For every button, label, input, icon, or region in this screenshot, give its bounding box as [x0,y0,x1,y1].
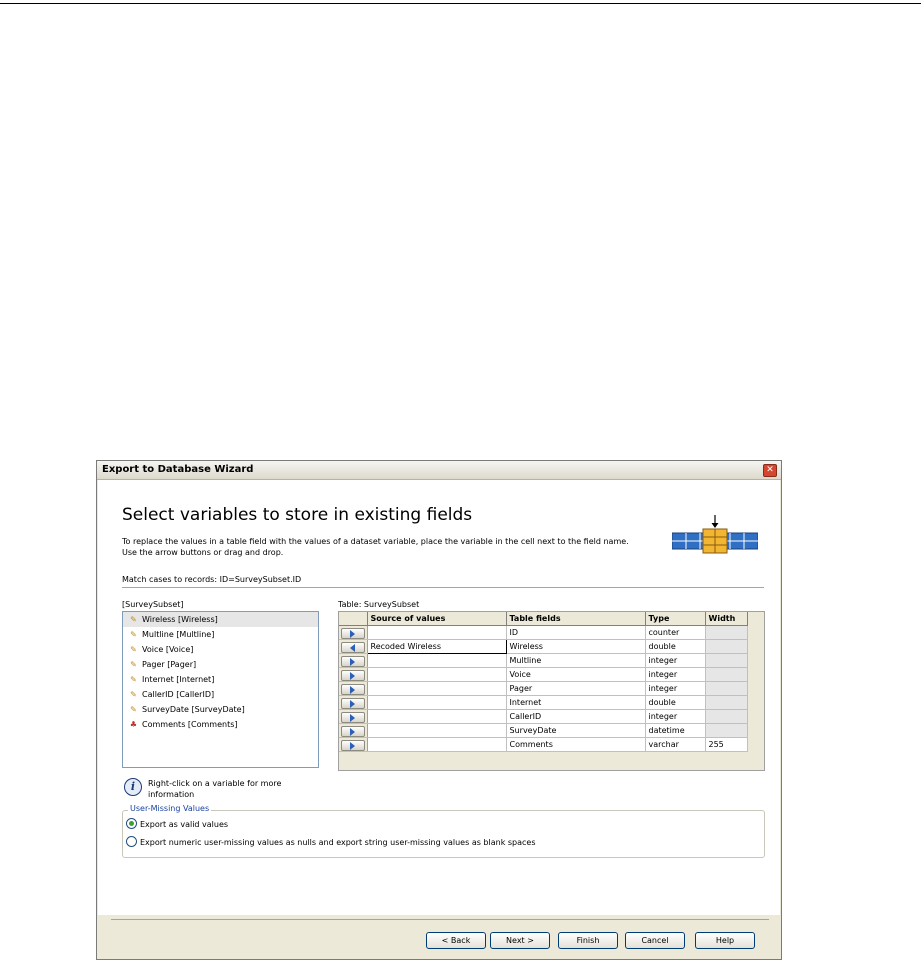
move-right-button[interactable] [341,684,365,695]
width-cell [705,724,747,738]
header-width[interactable]: Width [705,612,747,626]
type-cell: integer [645,668,705,682]
arrow-right-icon [350,630,355,638]
field-cell: Comments [506,738,645,752]
radio-unchecked-icon[interactable] [126,836,137,847]
page-heading: Select variables to store in existing fields [122,505,473,525]
wizard-content [98,480,780,915]
move-right-button[interactable] [341,740,365,751]
variable-item-pager[interactable] [123,657,318,672]
variable-list[interactable] [122,611,319,768]
field-cell: Pager [506,682,645,696]
radio-checked-icon[interactable] [126,818,137,829]
move-right-button[interactable] [341,712,365,723]
header-arrow-col [339,612,367,626]
scale-ruler-icon: ✎ [130,615,137,624]
scale-ruler-icon: ✎ [130,630,137,639]
move-left-button[interactable] [341,642,365,653]
database-table-icon [672,515,758,555]
move-right-button[interactable] [341,628,365,639]
arrow-left-icon [350,644,355,652]
table-row [339,682,747,696]
info-text: Right-click on a variable for more information [148,779,282,799]
width-cell [705,668,747,682]
type-cell: integer [645,654,705,668]
table-row [339,738,747,752]
field-cell: Multline [506,654,645,668]
arrow-right-icon [350,686,355,694]
arrow-right-icon [350,658,355,666]
finish-button[interactable]: Finish [558,932,618,949]
close-icon: ✕ [766,465,774,475]
footer-separator [111,919,769,920]
table-row [339,696,747,710]
export-wizard-dialog [96,460,782,960]
variable-label: Multline [Multline] [142,630,215,639]
info-hint [122,777,322,801]
scale-ruler-icon: ✎ [130,645,137,654]
source-cell[interactable]: Recoded Wireless [367,640,506,654]
arrow-right-icon [350,700,355,708]
table-fields-grid[interactable] [338,611,765,771]
page-top-rule [0,3,921,4]
field-cell: Wireless [506,640,645,654]
field-cell: ID [506,626,645,640]
variable-label: Internet [Internet] [142,675,215,684]
source-cell[interactable] [367,668,506,682]
radio-export-valid[interactable] [126,818,228,831]
scale-ruler-icon: ✎ [130,690,137,699]
arrow-right-icon [350,672,355,680]
move-right-button[interactable] [341,670,365,681]
help-button[interactable]: Help [695,932,755,949]
variable-item-callerid[interactable] [123,687,318,702]
cancel-button[interactable]: Cancel [625,932,685,949]
header-source[interactable]: Source of values [367,612,506,626]
width-cell [705,696,747,710]
user-missing-legend: User-Missing Values [130,804,210,813]
width-cell [705,640,747,654]
table-row [339,654,747,668]
source-cell[interactable] [367,626,506,640]
variable-label: Wireless [Wireless] [142,615,218,624]
variable-label: Voice [Voice] [142,645,194,654]
table-header-row [339,612,747,626]
window-title: Export to Database Wizard [102,464,254,475]
field-cell: CallerID [506,710,645,724]
info-icon: i [124,778,142,796]
width-cell [705,626,747,640]
table-row [339,668,747,682]
table-label: Table: SurveySubset [338,600,420,609]
date-scale-icon: ✎ [130,705,137,714]
field-cell: SurveyDate [506,724,645,738]
field-cell: Internet [506,696,645,710]
width-cell[interactable]: 255 [705,738,747,752]
variable-label: SurveyDate [SurveyDate] [142,705,245,714]
string-nominal-icon: ♣ [129,720,138,729]
scale-ruler-icon: ✎ [130,675,137,684]
next-button[interactable]: Next > [490,932,550,949]
variable-item-multline[interactable] [123,627,318,642]
width-cell [705,710,747,724]
instruction-line-1: To replace the values in a table field with the values of a dataset variable, place the variable in the cell next to the field name. [122,537,629,546]
type-cell: varchar [645,738,705,752]
radio-label: Export as valid values [140,820,229,829]
variable-item-wireless[interactable] [123,612,318,627]
source-cell[interactable] [367,724,506,738]
table-row [339,710,747,724]
move-right-button[interactable] [341,726,365,737]
instruction-text [122,536,682,558]
type-cell: integer [645,710,705,724]
title-bar[interactable] [97,461,781,480]
header-separator [122,587,764,588]
radio-label: Export numeric user-missing values as nulls and export string user-missing values as blank spaces [140,838,536,847]
fields-table [339,612,748,752]
source-cell[interactable] [367,710,506,724]
type-cell: datetime [645,724,705,738]
match-cases-text: Match cases to records: ID=SurveySubset.ID [122,575,302,584]
source-cell[interactable] [367,682,506,696]
source-cell[interactable] [367,654,506,668]
header-table-fields[interactable]: Table fields [506,612,645,626]
table-row [339,640,747,654]
variable-item-surveydate[interactable] [123,702,318,717]
instruction-line-2: Use the arrow buttons or drag and drop. [122,548,284,557]
source-cell[interactable] [367,696,506,710]
type-cell: counter [645,626,705,640]
type-cell: double [645,640,705,654]
field-cell: Voice [506,668,645,682]
table-row [339,724,747,738]
source-cell[interactable] [367,738,506,752]
variable-item-comments[interactable] [123,717,318,732]
width-cell [705,682,747,696]
scale-ruler-icon: ✎ [130,660,137,669]
table-row [339,626,747,640]
back-button[interactable]: < Back [426,932,486,949]
variable-item-voice[interactable] [123,642,318,657]
type-cell: integer [645,682,705,696]
move-right-button[interactable] [341,656,365,667]
variable-label: Pager [Pager] [142,660,197,669]
variable-label: Comments [Comments] [142,720,238,729]
close-button[interactable] [763,464,777,477]
radio-export-nulls[interactable] [126,836,536,849]
arrow-right-icon [350,714,355,722]
move-right-button[interactable] [341,698,365,709]
arrow-right-icon [350,742,355,750]
width-cell [705,654,747,668]
variable-item-internet[interactable] [123,672,318,687]
type-cell: double [645,696,705,710]
variable-label: CallerID [CallerID] [142,690,215,699]
dataset-label: [SurveySubset] [122,600,184,609]
arrow-right-icon [350,728,355,736]
header-type[interactable]: Type [645,612,705,626]
